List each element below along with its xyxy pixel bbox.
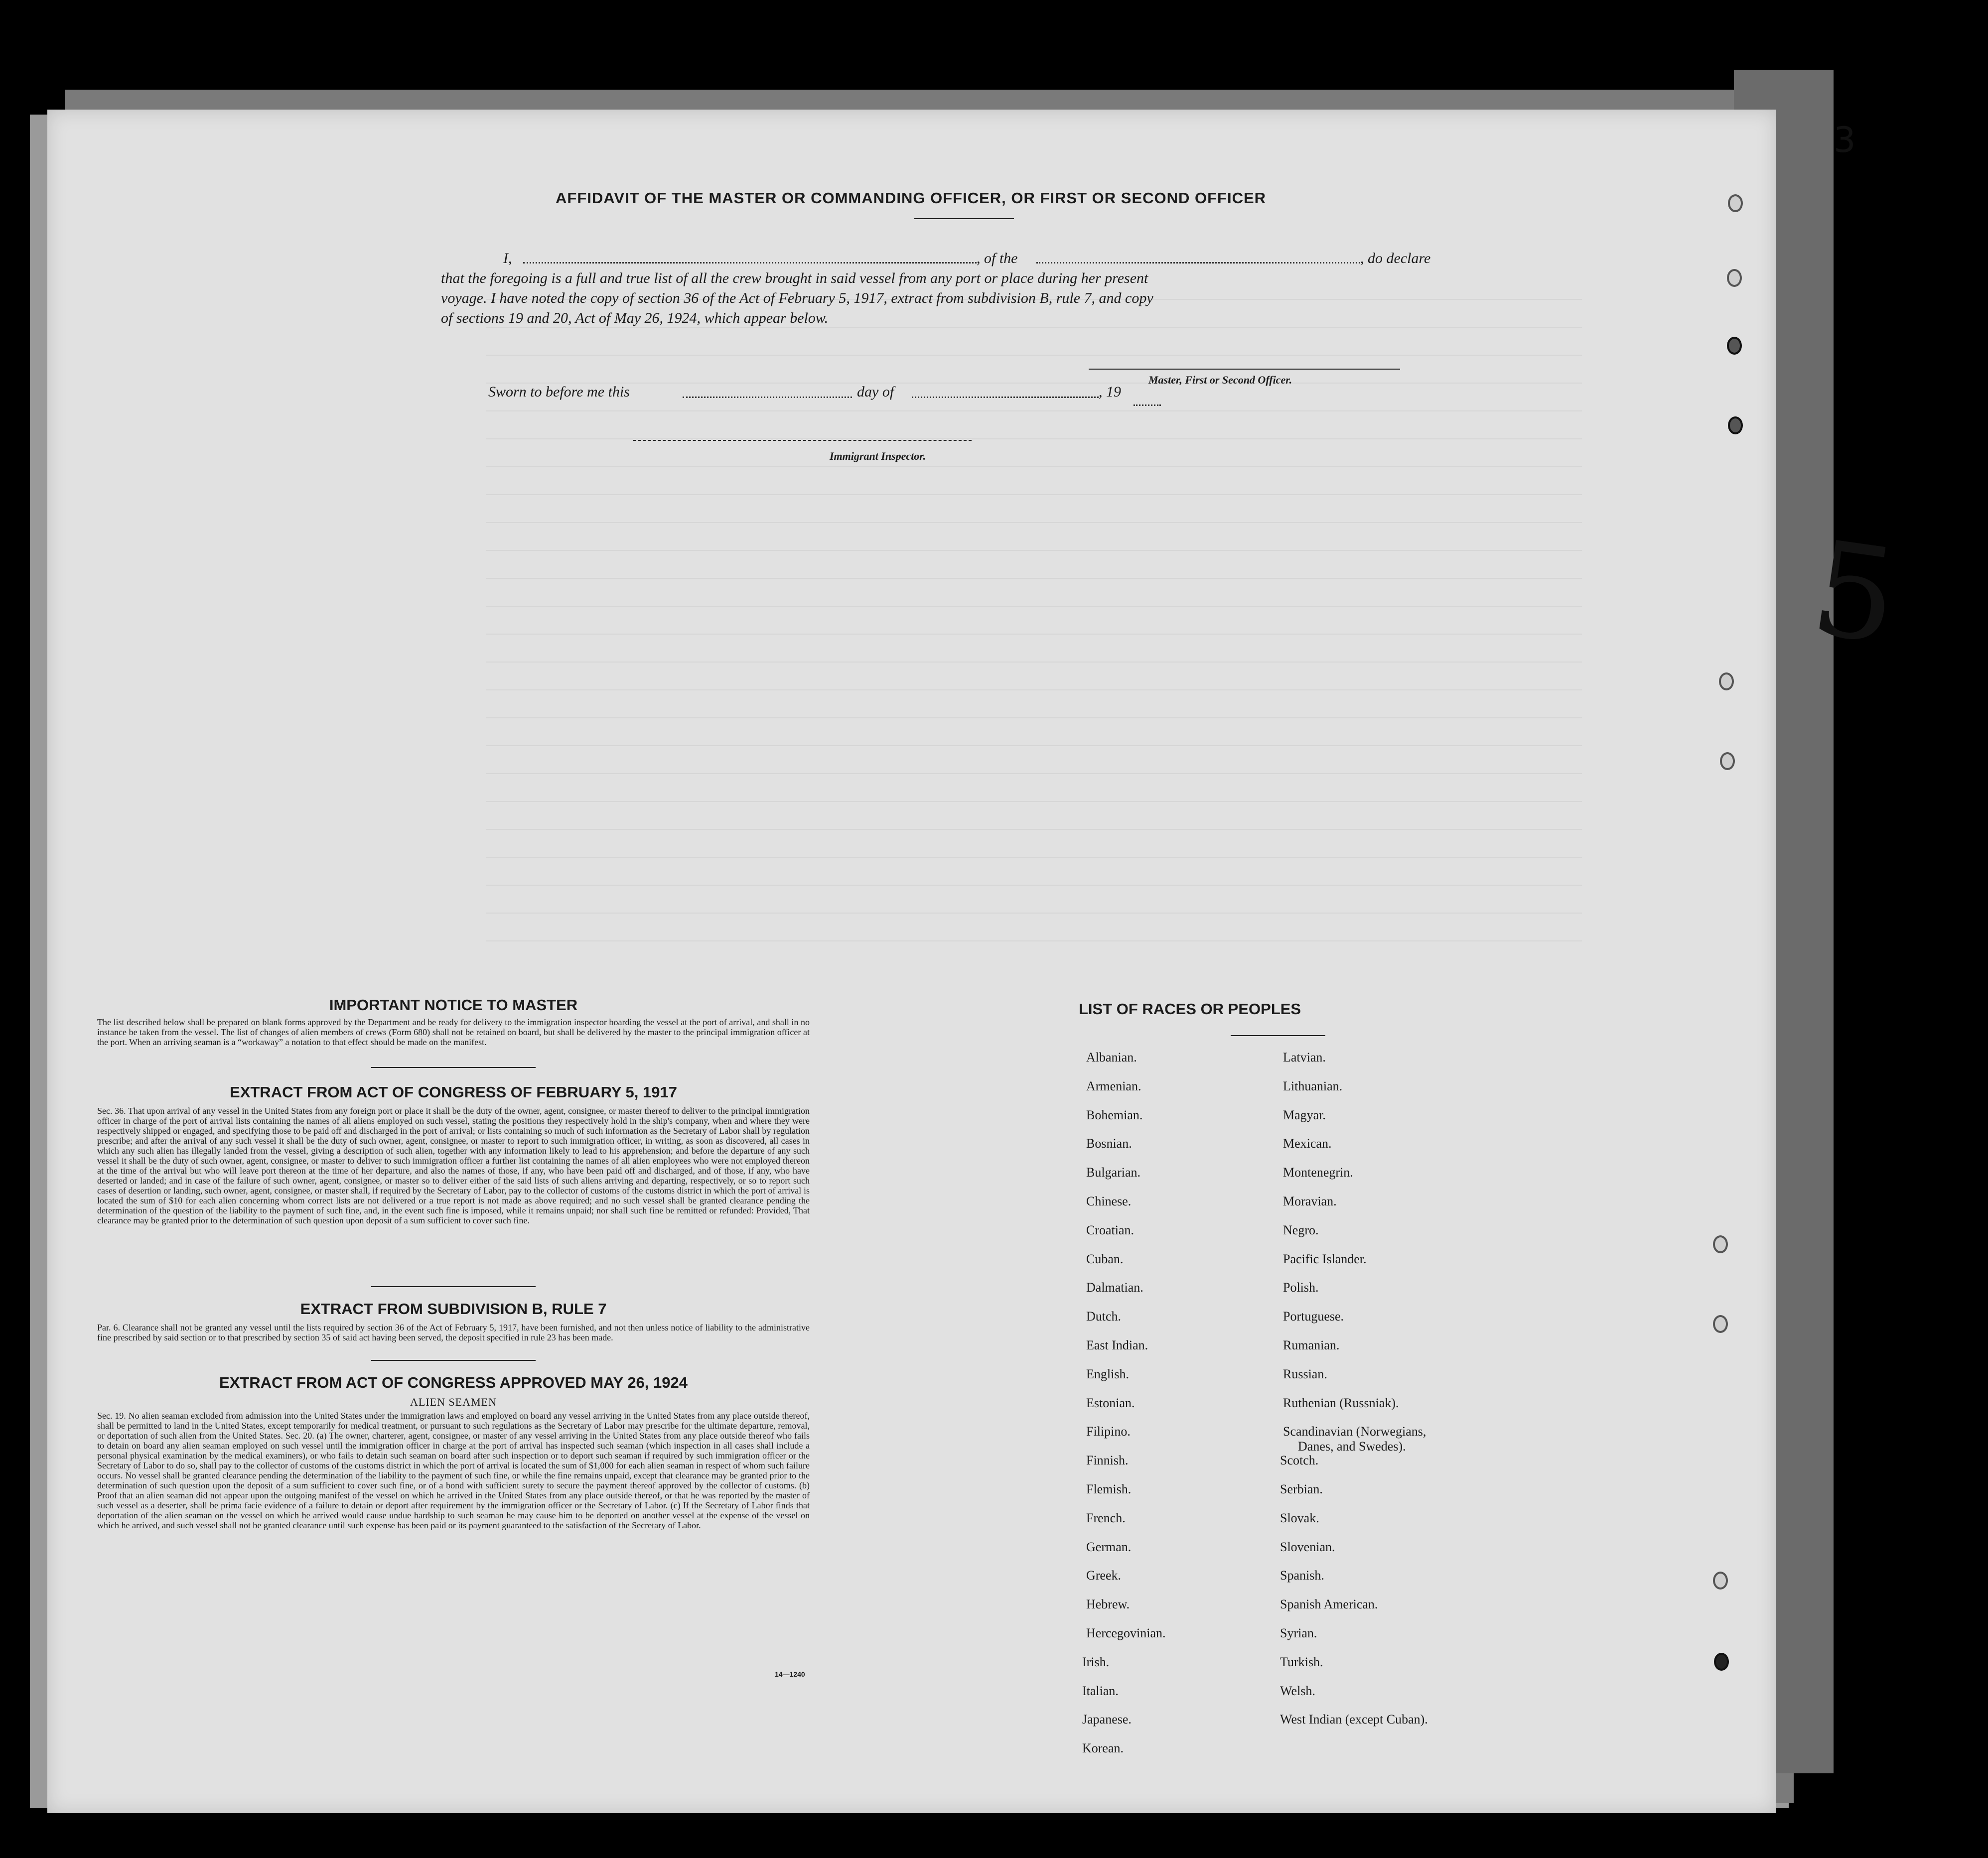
punch-hole: [1727, 269, 1742, 287]
master-signature-label: Master, First or Second Officer.: [1148, 374, 1292, 386]
extract-rule7-title: EXTRACT FROM SUBDIVISION B, RULE 7: [300, 1300, 607, 1318]
punch-hole: [1728, 416, 1743, 434]
bleed-through-texture: [486, 294, 1582, 941]
extract-1917-text: Sec. 36. That upon arrival of any vessel in the United States from any foreign port or place it shall be the duty of the owner, agent, consignee, or master thereof to deliver to the principal immigration officer in charge of the port of arrival lists containing the names of all aliens employed on such vessel, stating the positions they respectively hold in the ship's company, when and where they were respectively shipped or engaged, and specifying those to be paid off and discharged in the port of arrival; or lists containing so much of such information as the Secretary of Labor shall by regulation prescribe; and after the arrival of any such vessel it shall be the duty of such owner, agent, consignee, or master to report to such immigration officer, in writing, as soon as discovered, all cases in which any such alien has illegally landed from the vessel, giving a description of such alien, together with any information likely to lead to his apprehension; and before the departure of any such vessel it shall be the duty of such owner, agent, consignee, or master to deliver to such immigration officer a further list containing the names of all alien employees who were not employed thereon at the time of the arrival but who will leave port thereon at the time of her departure, and also the names of those, if any, who have been paid off and discharged, and of those, if any, who have deserted or landed; and in case of the failure of such owner, agent, consignee, or master so to deliver either of the said lists of such aliens arriving and departing, respectively, or so to report such cases of desertion or landing, such owner, agent, consignee, or master shall, if required by the Secretary of Labor, pay to the collector of customs of the customs district in which the port of arrival is located the sum of $10 for each alien concerning whom correct lists are not delivered or a true report is not made as above required; and no such vessel shall be granted clearance pending the determination of the question of the liability to the payment of such fine, and, in the event such fine is imposed, while it remains unpaid; nor shall such fine be remitted or refunded: Provided, That clearance may be granted prior to the determination of such question upon deposit of a sum sufficient to cover such fine.: [97, 1106, 810, 1225]
race-item: Hercegovinian.: [1086, 1626, 1166, 1640]
race-item: Chinese.: [1086, 1194, 1132, 1208]
races-rule: [1231, 1035, 1325, 1036]
race-item: Armenian.: [1086, 1078, 1141, 1093]
affidavit-title: AFFIDAVIT OF THE MASTER OR COMMANDING OFFICER, OR FIRST OR SECOND OFFICER: [556, 189, 1267, 207]
do-declare-label: , do declare: [1360, 250, 1431, 266]
race-item: Slovenian.: [1280, 1539, 1335, 1554]
race-item: Scandinavian (Norwegians,: [1283, 1424, 1426, 1439]
document-page: [47, 110, 1776, 1813]
race-item: Negro.: [1283, 1222, 1319, 1237]
punch-hole: [1727, 337, 1742, 355]
race-item: Serbian.: [1280, 1482, 1323, 1496]
race-item: East Indian.: [1086, 1338, 1148, 1352]
races-title: LIST OF RACES OR PEOPLES: [1079, 1000, 1301, 1018]
race-item: Spanish American.: [1280, 1597, 1378, 1612]
extract-1924-text: Sec. 19. No alien seaman excluded from admission into the United States under the immigration laws and employed on board any vessel arriving in the United States from any place outside thereof, shall be permitted to land in the United States, except temporarily for medical treatment, or pursuant to such regulations as the Secretary of Labor may prescribe for the ultimate departure, removal, or deportation of such alien from the United States. Sec. 20. (a) The owner, charterer, agent, consignee, or master of any vessel arriving in the United States from any place outside thereof who fails to detain on board any alien seaman employed on such vessel until the immigration officer in charge at the port of arrival has inspected such seaman (which inspection in all cases shall include a personal physical examination by the medical examiners), or who fails to detain such seaman on board after such inspection or to deport such seaman if required by such immigration officer or the Secretary of Labor to do so, shall pay to the collector of customs of the customs district in which the port of arrival is located the sum of $1,000 for each alien seaman in respect of whom such failure occurs. No vessel shall be granted clearance pending the determination of the liability to the payment of such fine, or while the fine remains unpaid, except that clearance may be granted prior to the determination of such question upon the deposit of a sum sufficient to cover such fine, or of a bond with sufficient surety to secure the payment thereof approved by the collector of customs. (b) Proof that an alien seaman did not appear upon the outgoing manifest of the vessel on which he arrived in the United States from any place outside thereof, or that he was reported by the master of such vessel as a deserter, shall be prima facie evidence of a failure to detain or deport after requirement by the immigration officer or the Secretary of Labor. (c) If the Secretary of Labor finds that deportation of the alien seaman on the vessel on which he arrived would cause undue hardship to such seaman he may cause him to be deported on another vessel at the expense of the vessel on which he arrived, and such vessel shall not be granted clearance until such expense has been paid or its payment guaranteed to the satisfaction of the Secretary of Labor.: [97, 1411, 810, 1530]
race-item: Turkish.: [1280, 1654, 1323, 1669]
name-blank-line: [523, 262, 977, 264]
race-item: Polish.: [1283, 1280, 1319, 1295]
race-item: Hebrew.: [1086, 1597, 1130, 1612]
vessel-blank-line: [1036, 262, 1360, 264]
race-item: Slovak.: [1280, 1510, 1319, 1525]
race-item: Mexican.: [1283, 1136, 1332, 1151]
affidavit-line-3: voyage. I have noted the copy of section 36 of the Act of February 5, 1917, extract from subdivision B, rule 7, and copy: [441, 290, 1153, 306]
race-item: English.: [1086, 1366, 1129, 1381]
year-label: , 19: [1099, 384, 1121, 400]
race-item: Estonian.: [1086, 1395, 1135, 1410]
race-item: Welsh.: [1280, 1683, 1315, 1698]
race-item: German.: [1086, 1539, 1132, 1554]
punch-hole: [1714, 1653, 1729, 1671]
punch-hole: [1713, 1572, 1728, 1590]
notice-rule: [371, 1067, 536, 1068]
race-item: Scotch.: [1280, 1453, 1319, 1468]
race-item: Filipino.: [1086, 1424, 1131, 1439]
race-item: Danes, and Swedes).: [1298, 1439, 1406, 1454]
alien-seamen-subtitle: ALIEN SEAMEN: [410, 1396, 497, 1408]
extract-rule7-rule: [371, 1360, 536, 1361]
race-item: Finnish.: [1086, 1453, 1129, 1468]
extract-1917-rule: [371, 1286, 536, 1287]
affidavit-i-label: I,: [503, 250, 512, 266]
race-item: Spanish.: [1280, 1568, 1324, 1583]
punch-hole: [1720, 752, 1735, 770]
punch-hole: [1713, 1235, 1728, 1253]
race-item: Portuguese.: [1283, 1309, 1344, 1324]
race-item: French.: [1086, 1510, 1126, 1525]
race-item: Magyar.: [1283, 1107, 1326, 1122]
extract-1924-title: EXTRACT FROM ACT OF CONGRESS APPROVED MAY 26, 1924: [219, 1374, 688, 1391]
race-item: Pacific Islander.: [1283, 1251, 1367, 1266]
race-item: Montenegrin.: [1283, 1165, 1353, 1180]
race-item: Irish.: [1082, 1654, 1110, 1669]
race-item: Moravian.: [1283, 1194, 1337, 1208]
race-item: Albanian.: [1086, 1050, 1137, 1064]
race-item: Lithuanian.: [1283, 1078, 1343, 1093]
race-item: Flemish.: [1086, 1482, 1132, 1496]
race-item: Croatian.: [1086, 1222, 1135, 1237]
handwritten-margin-number: 5: [1803, 513, 1906, 674]
of-the-label: , of the: [977, 250, 1018, 266]
punch-hole: [1728, 194, 1743, 212]
race-item: West Indian (except Cuban).: [1280, 1712, 1428, 1727]
race-item: Italian.: [1082, 1683, 1119, 1698]
punch-hole: [1719, 672, 1734, 690]
race-item: Bulgarian.: [1086, 1165, 1141, 1180]
race-item: Greek.: [1086, 1568, 1122, 1583]
day-of-label: day of: [857, 384, 894, 400]
punch-hole: [1713, 1315, 1728, 1333]
race-item: Korean.: [1082, 1741, 1124, 1756]
form-number: 14—1240: [775, 1670, 805, 1678]
notice-title: IMPORTANT NOTICE TO MASTER: [329, 996, 578, 1014]
race-item: Syrian.: [1280, 1626, 1317, 1640]
race-item: Russian.: [1283, 1366, 1327, 1381]
extract-1917-title: EXTRACT FROM ACT OF CONGRESS OF FEBRUARY 5, 1917: [230, 1083, 677, 1101]
affidavit-line-4: of sections 19 and 20, Act of May 26, 1924, which appear below.: [441, 310, 829, 326]
title-rule: [914, 218, 1014, 219]
race-item: Rumanian.: [1283, 1338, 1340, 1352]
notice-text: The list described below shall be prepared on blank forms approved by the Department and be ready for delivery to the immigration inspector boarding the vessel at the port of arrival, and shall in no instance be taken from the vessel. The list of changes of alien members of crews (Form 680) shall not be retained on board, but shall be delivered by the master to the principal immigration officer at the port. When an arriving seaman is a “workaway” a notation to that effect should be made on the manifest.: [97, 1017, 810, 1047]
inspector-label: Immigrant Inspector.: [830, 450, 926, 462]
extract-rule7-text: Par. 6. Clearance shall not be granted any vessel until the lists required by section 36 of the Act of February 5, 1917, have been furnished, and not then unless notice of liability to the administrative fine prescribed by said section or to that prescribed by section 35 of said act having been served, the deposit specified in rule 23 has been made.: [97, 1323, 810, 1342]
race-item: Cuban.: [1086, 1251, 1124, 1266]
race-item: Japanese.: [1082, 1712, 1132, 1727]
sworn-label: Sworn to before me this: [488, 384, 630, 400]
affidavit-line-2: that the foregoing is a full and true list of all the crew brought in said vessel from any port or place during her present: [441, 270, 1148, 286]
race-item: Latvian.: [1283, 1050, 1326, 1064]
handwritten-page-number: 3: [1834, 120, 1856, 160]
race-item: Ruthenian (Russniak).: [1283, 1395, 1399, 1410]
race-item: Bosnian.: [1086, 1136, 1132, 1151]
race-item: Bohemian.: [1086, 1107, 1143, 1122]
race-item: Dalmatian.: [1086, 1280, 1143, 1295]
race-item: Dutch.: [1086, 1309, 1122, 1324]
